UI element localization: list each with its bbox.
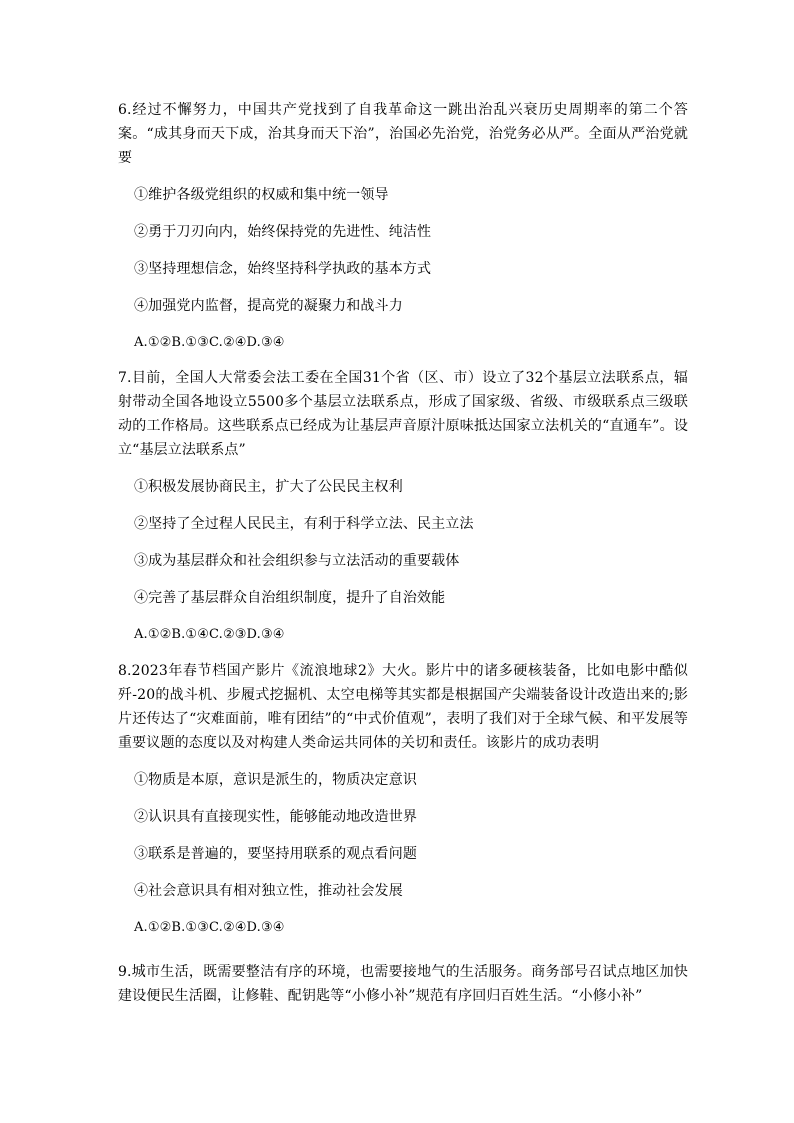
question-6-option-1: ①维护各级党组织的权威和集中统一领导 (134, 187, 389, 203)
question-6-answer-choices: A.①②B.①③C.②④D.③④ (134, 335, 285, 350)
question-7-answer-choices: A.①②B.①④C.②③D.③④ (134, 627, 285, 642)
question-8-option-2: ②认识具有直接现实性，能够能动地改造世界 (134, 809, 417, 825)
question-7 (118, 366, 688, 647)
question-6-option-3: ③坚持理想信念，始终坚持科学执政的基本方式 (134, 261, 432, 277)
question-9 (118, 960, 688, 1008)
question-7-option-3: ③成为基层群众和社会组织参与立法活动的重要载体 (134, 553, 460, 569)
question-6 (118, 98, 688, 355)
question-7-option-2: ②坚持了全过程人民民主，有利于科学立法、民主立法 (134, 516, 474, 532)
question-7-stem: 7.目前，全国人大常委会法工委在全国31个省（区、市）设立了32个基层立法联系点，辐射带动全国各地设立5500多个基层立法联系点，形成了国家级、省级、市级联系点三级联动的工作格局。这些联系点已经成为让基层声音原汁原味抵达国家立法机关的“直通车”。设立“基层立法联系点” (118, 370, 688, 458)
question-8-option-3: ③联系是普遍的，要坚持用联系的观点看问题 (134, 846, 417, 862)
question-8-stem: 8.2023年春节档国产影片《流浪地球2》大火。影片中的诸多硬核装备，比如电影中酷似歼-20的战斗机、步履式挖掘机、太空电梯等其实都是根据国产尖端装备设计改造出来的;影片还传达了“灾难面前，唯有团结”的“中式价值观”，表明了我们对于全球气候、和平发展等重要议题的态度以及对构建人类命运共同体的关切和责任。该影片的成功表明 (118, 663, 688, 751)
question-8 (118, 659, 688, 940)
question-8-answer-choices: A.①②B.①③C.②④D.③④ (134, 920, 285, 935)
question-7-option-4: ④完善了基层群众自治组织制度，提升了自治效能 (134, 590, 446, 606)
question-6-option-4: ④加强党内监督，提高党的凝聚力和战斗力 (134, 298, 403, 314)
question-6-stem: 6.经过不懈努力，中国共产党找到了自我革命这一跳出治乱兴衰历史周期率的第二个答案。“成其身而天下成，治其身而天下治”，治国必先治党，治党务必从严。全面从严治党就要 (118, 102, 688, 166)
question-7-option-1: ①积极发展协商民主，扩大了公民民主权利 (134, 479, 403, 495)
question-6-option-2: ②勇于刀刃向内，始终保持党的先进性、纯洁性 (134, 224, 432, 240)
question-9-stem: 9.城市生活，既需要整洁有序的环境，也需要接地气的生活服务。商务部号召试点地区加快建设便民生活圈，让修鞋、配钥匙等“小修小补”规范有序回归百姓生活。“小修小补” (118, 964, 688, 1004)
question-8-option-1: ①物质是本原，意识是派生的，物质决定意识 (134, 772, 417, 788)
question-8-option-4: ④社会意识具有相对独立性，推动社会发展 (134, 883, 403, 899)
